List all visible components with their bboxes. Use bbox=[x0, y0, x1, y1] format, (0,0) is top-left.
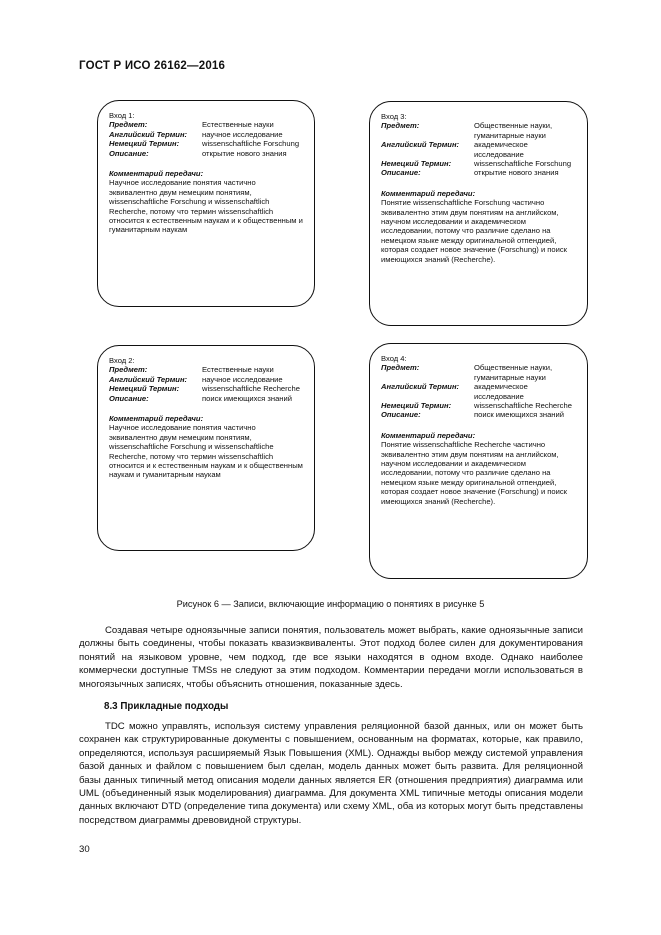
field-key: Английский Термин: bbox=[381, 382, 460, 392]
body-paragraph-1: Создавая четыре одноязычные записи понятия, пользователь может выбрать, какие одноязычные записи должны быть соединены, чтобы показать квазиэквиваленты. Этот подход более силен для документирования понятий на языковом уровне, чем подход, где все языки находятся в одном входе. Однако наиболее коммерчески доступные TMSs не следуют за этим подходом. Комментарии передачи могли использоваться в многоязычных записях, чтобы объяснить отношения, показанные здесь. bbox=[79, 625, 583, 690]
field-row-german-term bbox=[381, 159, 577, 168]
field-key: Английский Термин: bbox=[381, 140, 460, 150]
field-key: Описание: bbox=[109, 148, 149, 158]
field-row-description bbox=[381, 168, 577, 177]
field-key: Предмет: bbox=[381, 121, 420, 131]
field-row-german-term bbox=[381, 401, 577, 410]
field-row-english-term bbox=[381, 140, 577, 159]
field-key: Предмет: bbox=[109, 120, 148, 130]
field-row-description bbox=[381, 410, 577, 419]
field-value: поиск имеющихся знаний bbox=[474, 410, 564, 420]
field-value: wissenschaftliche Recherche bbox=[474, 401, 572, 411]
field-value: wissenschaftliche Forschung bbox=[202, 139, 300, 149]
field-row-english-term bbox=[109, 375, 304, 384]
field-value: поиск имеющихся знаний bbox=[202, 393, 292, 403]
field-row-german-term bbox=[109, 384, 304, 393]
field-value: академическое исследование bbox=[474, 382, 528, 401]
comment-body: Научное исследование понятия частично эквивалентно двум немецким понятиям, wissenschaftliche Forschung и wissenschaftliche Recherche, потому что термин wissenschaftlich относится и к естественным наукам и к общественным наукам и гуманитарным наукам bbox=[109, 423, 303, 480]
field-value: Общественные науки, гуманитарные науки bbox=[474, 363, 553, 382]
field-value: Общественные науки, гуманитарные науки bbox=[474, 121, 553, 140]
record-card-2 bbox=[97, 345, 315, 551]
field-key: Описание: bbox=[381, 410, 421, 420]
field-value: wissenschaftliche Forschung bbox=[474, 159, 572, 169]
field-row-subject bbox=[381, 363, 577, 382]
field-value: Естественные науки bbox=[202, 365, 274, 375]
field-row-subject bbox=[381, 121, 577, 140]
field-row-subject bbox=[109, 365, 304, 374]
comment-body: Понятие wissenschaftliche Recherche частично эквивалентно этим двум понятиям на английском, научном исследовании и академическом исследовании, потому что различие сделано на немецком языке между оригинальной отпендией, которая создает новое значение (Forschung) и поиск имеющихся знаний (Recherche). bbox=[381, 440, 567, 506]
field-key: Предмет: bbox=[109, 365, 148, 375]
comment-title: Комментарий передачи: bbox=[109, 169, 204, 179]
section-heading: 8.3 Прикладные подходы bbox=[104, 701, 229, 712]
page-header: ГОСТ Р ИСО 26162—2016 bbox=[79, 60, 226, 72]
field-key: Предмет: bbox=[381, 363, 420, 373]
field-value: открытие нового знания bbox=[202, 148, 287, 158]
field-row-english-term bbox=[381, 382, 577, 401]
field-row-german-term bbox=[109, 139, 304, 148]
card-title: Вход 4: bbox=[381, 354, 407, 363]
field-value: Естественные науки bbox=[202, 120, 274, 130]
comment-title: Комментарий передачи: bbox=[381, 430, 476, 440]
comment-title: Комментарий передачи: bbox=[109, 414, 204, 424]
field-key: Немецкий Термин: bbox=[381, 159, 452, 169]
card-title: Вход 3: bbox=[381, 112, 407, 121]
record-card-1 bbox=[97, 100, 315, 307]
comment-body: Понятие wissenschaftliche Forschung частично эквивалентно этим двум понятиям на английском, научном исследовании и академическом исследовании, потому что различие сделано на немецком языке между оригинальной отпендией, которая создает новое значение (Forschung) и поиск имеющихся знаний (Recherche). bbox=[381, 198, 567, 264]
field-value: академическое исследование bbox=[474, 140, 528, 159]
field-key: Английский Термин: bbox=[109, 129, 188, 139]
card-title: Вход 1: bbox=[109, 111, 135, 120]
field-row-english-term bbox=[109, 130, 304, 139]
field-key: Описание: bbox=[381, 168, 421, 178]
field-key: Немецкий Термин: bbox=[381, 401, 452, 411]
field-row-subject bbox=[109, 120, 304, 129]
body-paragraph-2: TDC можно управлять, используя систему управления реляционной базой данных, или он может быть сохранен как структурированные документы с повышением, основанным на форматах, которые, как правило, определяются, используя расширяемый Язык Повышения (XML). Однажды выбор между системой управления базой данных и файлом с повышением был сделан, модель данных может быть развита. Для реляционной базы данных типичный метод описания модели данных является ER (отношения предприятия) диаграмма или UML (объединенный язык моделирования) диаграмма. Для документа XML типичные методы описания модели данных включают DTD (определение типа документа) или схему XML, оба из которых могут быть представлены посредством диаграммы древовидной структуры. bbox=[79, 721, 583, 826]
figure-caption: Рисунок 6 — Записи, включающие информацию о понятиях в рисунке 5 bbox=[176, 599, 485, 609]
card-title: Вход 2: bbox=[109, 356, 135, 365]
record-card-3 bbox=[369, 101, 588, 326]
field-value: открытие нового знания bbox=[474, 168, 559, 178]
comment-title: Комментарий передачи: bbox=[381, 188, 476, 198]
field-value: wissenschaftliche Recherche bbox=[202, 384, 300, 394]
field-key: Описание: bbox=[109, 393, 149, 403]
field-value: научное исследование bbox=[202, 374, 283, 384]
field-key: Немецкий Термин: bbox=[109, 384, 180, 394]
field-key: Немецкий Термин: bbox=[109, 139, 180, 149]
field-key: Английский Термин: bbox=[109, 374, 188, 384]
field-value: научное исследование bbox=[202, 129, 283, 139]
page-number: 30 bbox=[79, 844, 90, 855]
comment-body: Научное исследование понятия частично эквивалентно двум немецким понятиям, wissenschaftliche Forschung и wissenschaftlich Recherche, потому что термин wissenschaftlich относится к естественным наукам и к общественным и гуманитарным наукам bbox=[109, 178, 303, 235]
field-row-description bbox=[109, 149, 304, 158]
record-card-4 bbox=[369, 343, 588, 579]
field-row-description bbox=[109, 394, 304, 403]
